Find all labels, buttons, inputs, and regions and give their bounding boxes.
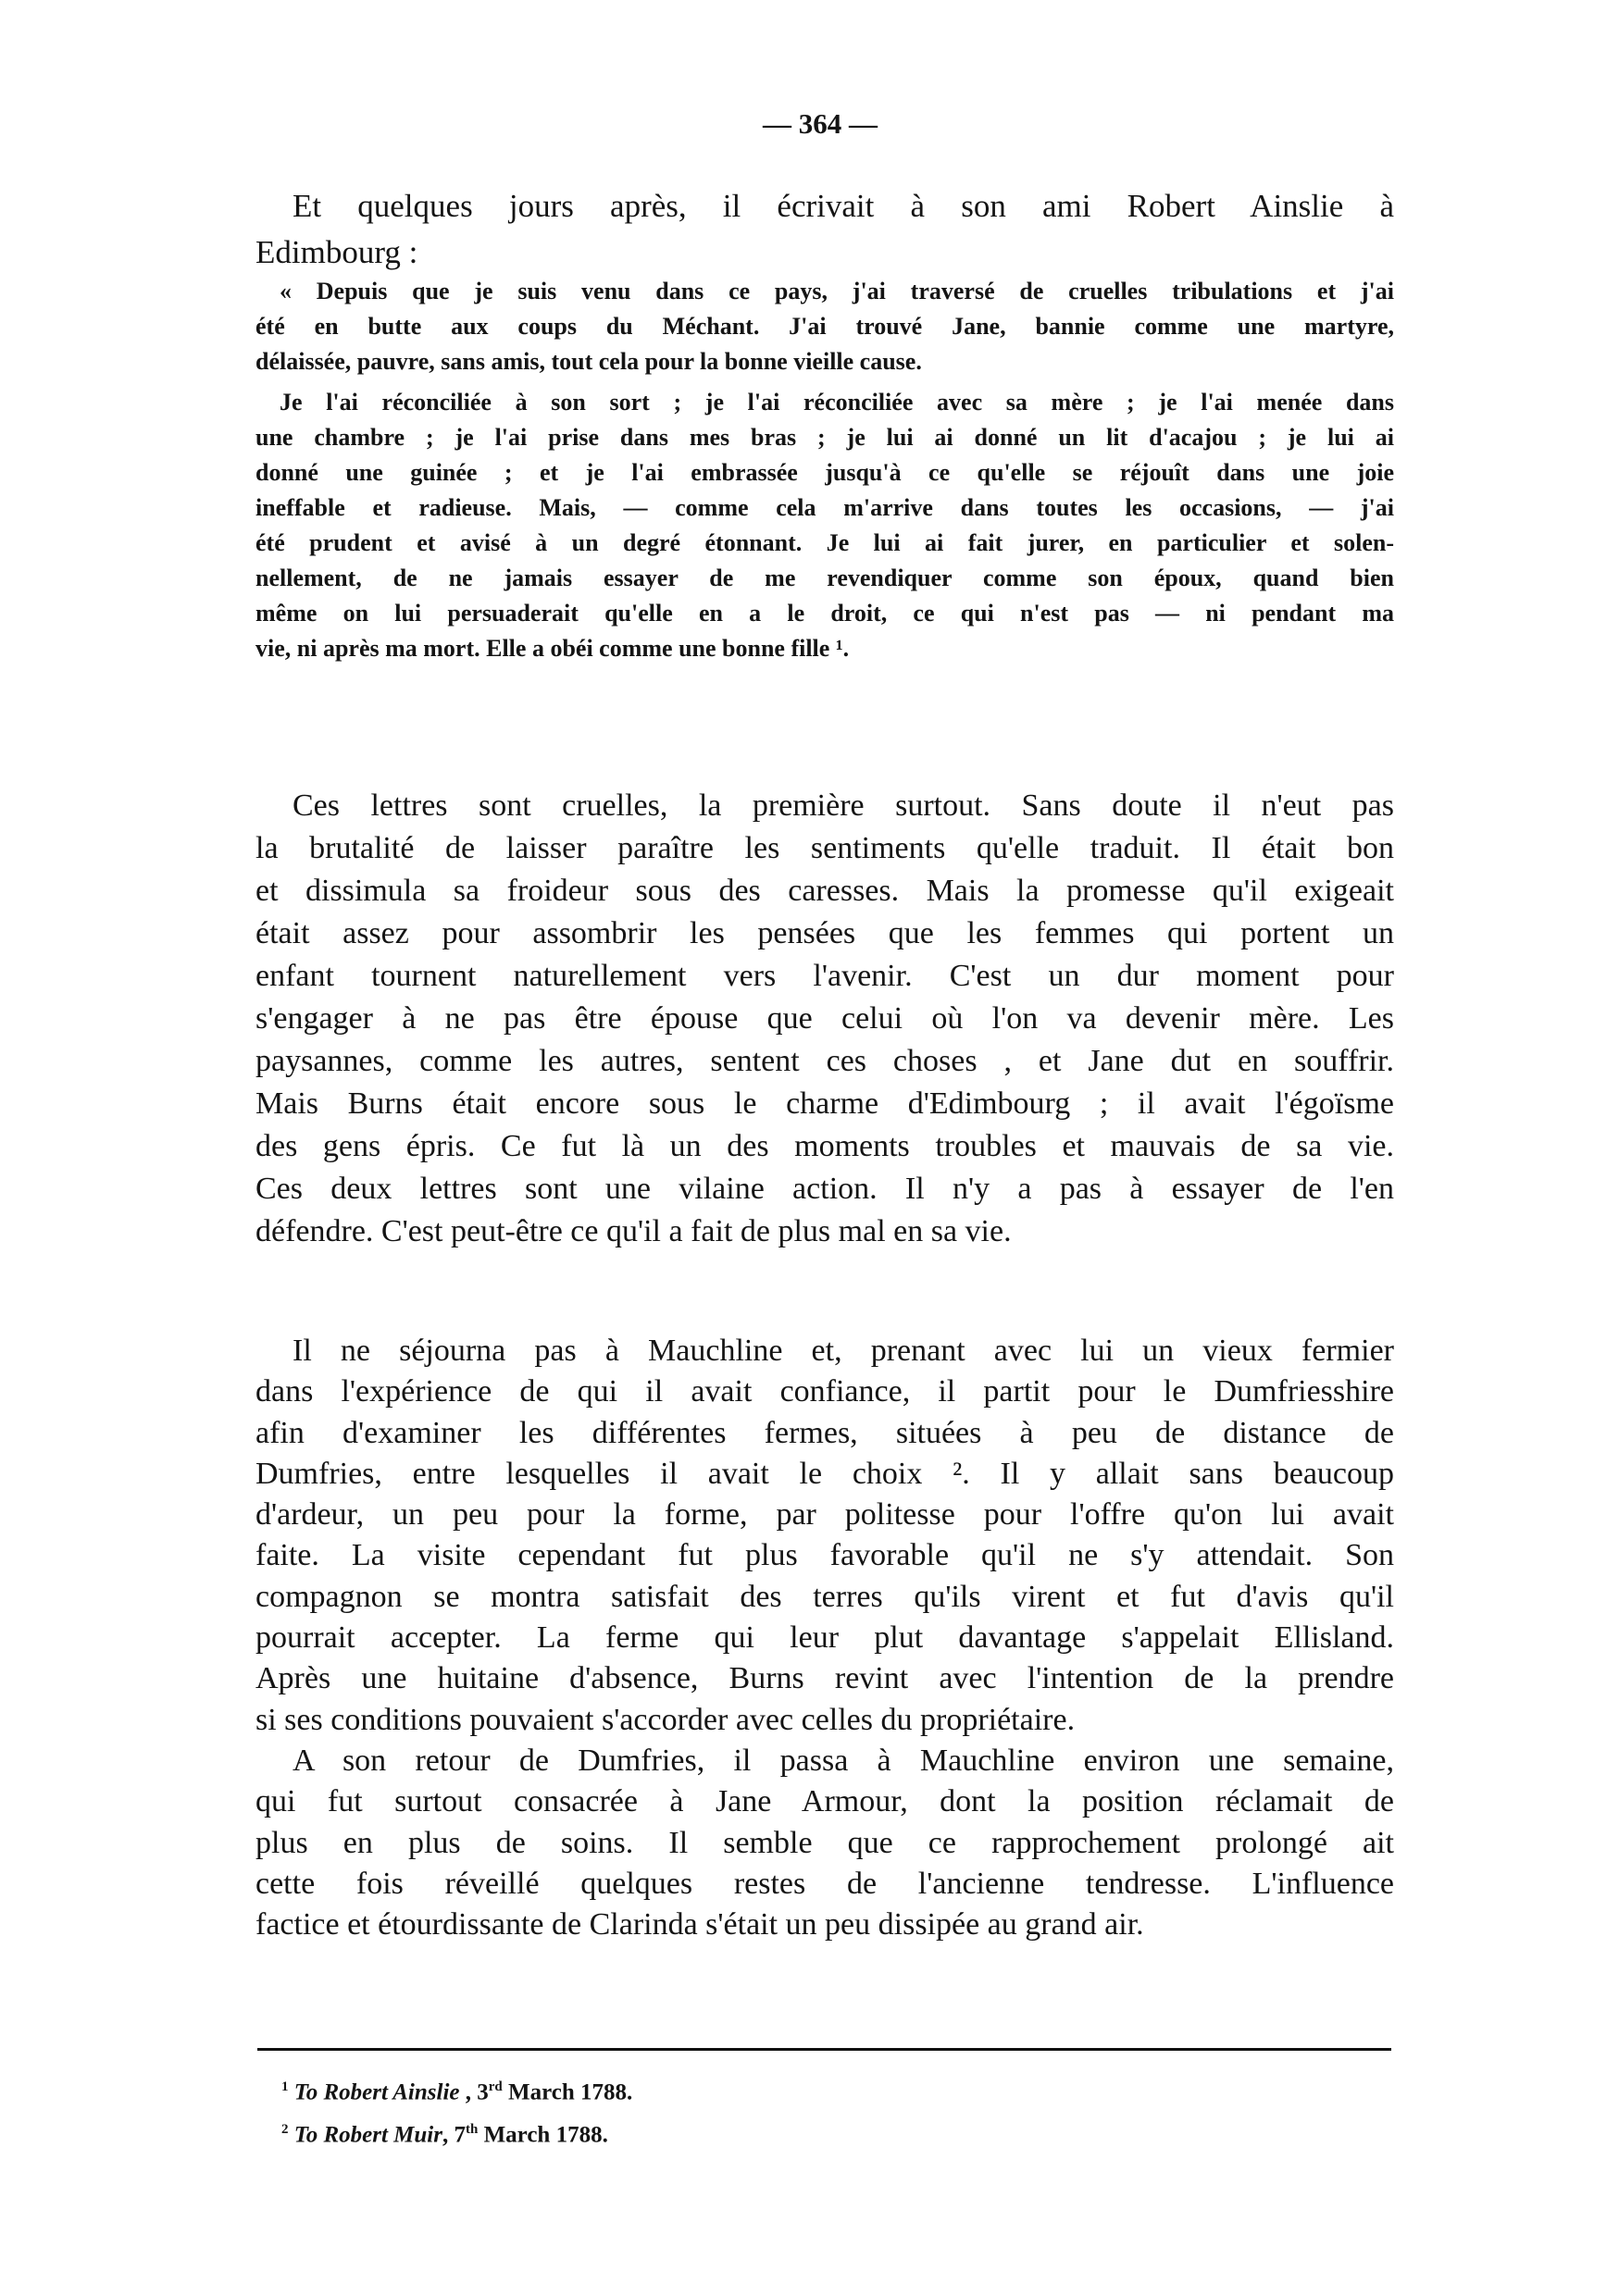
text-line: Après une huitaine d'absence, Burns revint avec l'intention de la prendre	[255, 1661, 1394, 1696]
text-line: « Depuis que je suis venu dans ce pays, j'ai traversé de cruelles tribulations et j'ai	[280, 278, 1394, 304]
text-line: qui fut surtout consacrée à Jane Armour, dont la position réclamait de	[255, 1784, 1394, 1819]
footnote-separator-text: ,	[459, 2079, 478, 2105]
text-line: Ces deux lettres sont une vilaine action. Il n'y a pas à essayer de l'en	[255, 1172, 1394, 1206]
text-line: dans l'expérience de qui il avait confiance, il partit pour le Dumfriesshire	[255, 1374, 1394, 1409]
text-line: afin d'examiner les différentes fermes, situées à peu de distance de	[255, 1415, 1394, 1450]
paragraph	[255, 1741, 1394, 1945]
intro-paragraph	[255, 183, 1394, 276]
page-number: — 364 —	[763, 107, 878, 140]
text-line: paysannes, comme les autres, sentent ces choses , et Jane dut en souffrir.	[255, 1044, 1394, 1078]
text-line: factice et étourdissante de Clarinda s'était un peu dissipée au grand air.	[255, 1907, 1144, 1942]
footnote-recipient: To Robert Muir	[293, 2122, 442, 2148]
text-line: donné une guinée ; et je l'ai embrassée jusqu'à ce qu'elle se réjouît dans une joie	[255, 459, 1394, 486]
footnote-separator-text: ,	[442, 2122, 455, 2148]
text-line: délaissée, pauvre, sans amis, tout cela pour la bonne vieille cause.	[255, 348, 922, 375]
text-line: Et quelques jours après, il écrivait à son ami Robert Ainslie à	[293, 188, 1394, 224]
text-line: Edimbourg :	[255, 234, 418, 270]
footnote-date: March 1788.	[502, 2079, 633, 2105]
text-line: Mais Burns était encore sous le charme d'Edimbourg ; il avait l'égoïsme	[255, 1086, 1394, 1121]
text-line: faite. La visite cependant fut plus favorable qu'il ne s'y attendait. Son	[255, 1538, 1394, 1573]
text-line: Ces lettres sont cruelles, la première surtout. Sans doute il n'eut pas	[293, 788, 1394, 823]
paragraph	[255, 785, 1394, 1253]
text-line: pourrait accepter. La ferme qui leur plut davantage s'appelait Ellisland.	[255, 1620, 1394, 1656]
text-line: si ses conditions pouvaient s'accorder avec celles du propriétaire.	[255, 1702, 1076, 1737]
footnote-marker: 2	[281, 2122, 289, 2138]
text-line: Il ne séjourna pas à Mauchline et, prenant avec lui un vieux fermier	[293, 1334, 1394, 1368]
text-line: plus en plus de soins. Il semble que ce rapprochement prolongé ait	[255, 1825, 1394, 1860]
text-line: été prudent et avisé à un degré étonnant. Je lui ai fait jurer, en particulier et solen-	[255, 529, 1394, 556]
footnote-date: March 1788.	[478, 2122, 608, 2148]
text-line: défendre. C'est peut-être ce qu'il a fait de plus mal en sa vie.	[255, 1214, 1012, 1248]
text-line: des gens épris. Ce fut là un des moments troubles et mauvais de sa vie.	[255, 1129, 1394, 1163]
text-line: même on lui persuaderait qu'elle en a le droit, ce qui n'est pas — ni pendant ma	[255, 600, 1394, 627]
quoted-letter	[255, 274, 1394, 666]
paragraph	[255, 274, 1394, 379]
footnote-day-suffix: rd	[488, 2079, 503, 2094]
body-paragraph-1	[255, 785, 1394, 1253]
footnote-marker: 1	[281, 2079, 289, 2094]
paragraph	[255, 183, 1394, 276]
body-paragraphs-2-3	[255, 1331, 1394, 1945]
text-line: cette fois réveillé quelques restes de l'ancienne tendresse. L'influence	[255, 1866, 1394, 1901]
text-line: ineffable et radieuse. Mais, — comme cela m'arrive dans toutes les occasions, — j'ai	[255, 494, 1394, 521]
text-line: A son retour de Dumfries, il passa à Mauchline environ une semaine,	[293, 1743, 1394, 1778]
text-line: était assez pour assombrir les pensées que les femmes qui portent un	[255, 916, 1394, 950]
text-line: enfant tournent naturellement vers l'avenir. C'est un dur moment pour	[255, 959, 1394, 993]
footnote-1	[281, 2068, 632, 2111]
footnotes	[281, 2068, 632, 2154]
text-line: d'ardeur, un peu pour la forme, par politesse pour l'offre qu'on lui avait	[255, 1497, 1394, 1533]
text-line: été en butte aux coups du Méchant. J'ai trouvé Jane, bannie comme une martyre,	[255, 313, 1394, 340]
footnote-day: 3	[477, 2079, 489, 2105]
text-line: une chambre ; je l'ai prise dans mes bras ; je lui ai donné un lit d'acajou ; je lui ai	[255, 424, 1394, 451]
footnote-2	[281, 2111, 632, 2153]
footnote-day: 7	[454, 2122, 466, 2148]
text-line: s'engager à ne pas être épouse que celui où l'on va devenir mère. Les	[255, 1001, 1394, 1036]
text-line: compagnon se montra satisfait des terres qu'ils virent et fut d'avis qu'il	[255, 1579, 1394, 1614]
text-line: vie, ni après ma mort. Elle a obéi comme une bonne fille ¹.	[255, 635, 850, 662]
footnote-day-suffix: th	[465, 2122, 479, 2138]
paragraph	[255, 385, 1394, 666]
footnote-separator	[257, 2048, 1391, 2051]
text-line: Dumfries, entre lesquelles il avait le choix ². Il y allait sans beaucoup	[255, 1456, 1394, 1491]
footnote-recipient: To Robert Ainslie	[293, 2079, 460, 2105]
paragraph	[255, 1331, 1394, 1741]
text-line: Je l'ai réconciliée à son sort ; je l'ai réconciliée avec sa mère ; je l'ai menée dans	[280, 389, 1394, 416]
text-line: nellement, de ne jamais essayer de me revendiquer comme son époux, quand bien	[255, 565, 1394, 591]
text-line: la brutalité de laisser paraître les sentiments qu'elle traduit. Il était bon	[255, 831, 1394, 865]
text-line: et dissimula sa froideur sous des caresses. Mais la promesse qu'il exigeait	[255, 874, 1394, 908]
